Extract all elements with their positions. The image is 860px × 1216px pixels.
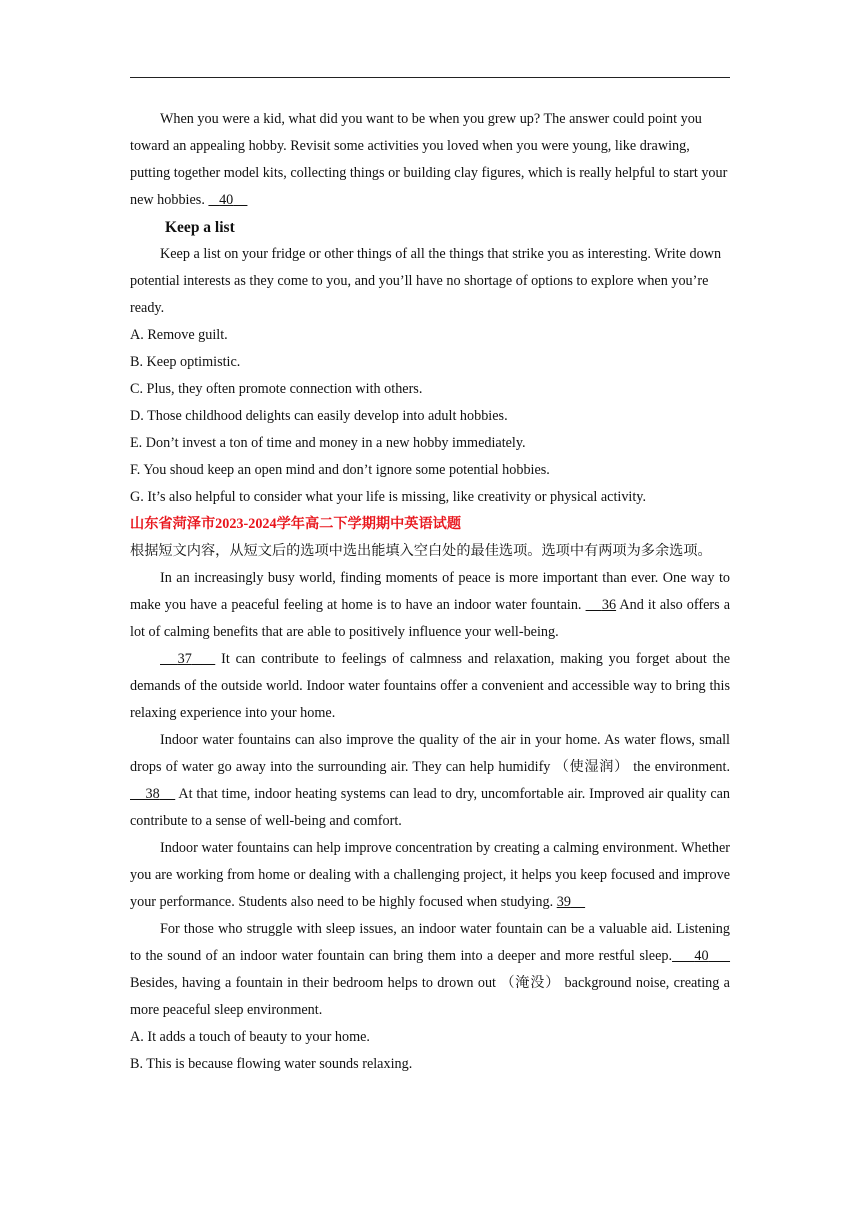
- paragraph-concentration: [130, 835, 730, 916]
- option-e: E. Don’t invest a ton of time and money in a new hobby immediately.: [130, 435, 526, 451]
- option-f: F. You shoud keep an open mind and don’t ignore some potential hobbies.: [130, 462, 550, 478]
- paragraph-text: Indoor water fountains can help improve concentration by creating a calming environment. Whether you are working from home or dealing with a challenging project, it helps you keep focused and improve your performance. Students also need to be highly focused when studying.: [130, 840, 730, 910]
- paragraph-text: When you were a kid, what did you want to be when you grew up? The answer could point you toward an appealing hobby. Revisit some activities you loved when you were young, like drawing, putting together model kits, collecting things or building clay figures, which is really helpful to start your new hobbies.: [130, 111, 728, 208]
- paragraph-sleep: [130, 916, 730, 1024]
- blank-number: 40: [219, 192, 234, 208]
- option-a: A. Remove guilt.: [130, 327, 228, 343]
- option-g: G. It’s also helpful to consider what your life is missing, like creativity or physical activity.: [130, 489, 647, 505]
- option-d: D. Those childhood delights can easily develop into adult hobbies.: [130, 408, 508, 424]
- option-b: B. This is because flowing water sounds relaxing.: [130, 1056, 413, 1072]
- paragraph-text: Indoor water fountains can also improve the quality of the air in your home. As water flows, small drops of water go away into the surrounding air. They can help humidify: [130, 732, 730, 775]
- blank-number: 38: [145, 786, 160, 802]
- blank-40[interactable]: [672, 948, 730, 964]
- option-a: A. It adds a touch of beauty to your home.: [130, 1029, 370, 1045]
- paragraph-keep-list: Keep a list on your fridge or other things of all the things that strike you as interesting. Write down potential interests as they come to you, and you’ll have no shortage of options to explore when you’re ready.: [130, 246, 722, 316]
- paragraph-text: It can contribute to feelings of calmness and relaxation, making you forget about the demands of the outside world. Indoor water fountains offer a convenient and accessible way to bring this relaxing experience into your home.: [130, 651, 731, 721]
- paragraph-fountain-intro: [130, 565, 730, 646]
- header-rule: [130, 77, 730, 78]
- chinese-gloss: （淹没）: [500, 975, 561, 991]
- blank-39[interactable]: [557, 894, 585, 910]
- paragraph-text: For those who struggle with sleep issues, an indoor water fountain can be a valuable aid. Listening to the sound of an indoor water fountain can bring them into a deeper and more restful sleep.: [130, 921, 730, 964]
- blank-40[interactable]: [208, 192, 247, 208]
- paragraph-text: In an increasingly busy world, finding moments of peace is more important than ever. One way to make you have a peaceful feeling at home is to have an indoor water fountain.: [130, 570, 730, 613]
- instruction-text: 根据短文内容，从短文后的选项中选出能填入空白处的最佳选项。选项中有两项为多余选项。: [130, 543, 712, 559]
- paragraph-text: background noise, creating a more peaceful sleep environment.: [130, 975, 730, 1018]
- paragraph-childhood-interests: [130, 106, 730, 214]
- blank-number: 40: [694, 948, 709, 964]
- option-c: C. Plus, they often promote connection with others.: [130, 381, 423, 397]
- blank-36[interactable]: [586, 597, 617, 613]
- blank-number: 36: [601, 597, 617, 613]
- exam-source-title: 山东省菏泽市2023-2024学年高二下学期期中英语试题: [130, 516, 462, 532]
- blank-number: 37: [177, 651, 192, 667]
- paragraph-text: At that time, indoor heating systems can lead to dry, uncomfortable air. Improved air quality can contribute to a sense of well-being and comfort.: [130, 786, 731, 829]
- section-heading: Keep a list: [165, 219, 235, 236]
- chinese-gloss: （使湿润）: [554, 759, 629, 775]
- paragraph-text: And it also offers a lot of calming benefits that are able to positively influence your well-being.: [130, 597, 731, 640]
- document-page: [130, 106, 730, 1078]
- option-b: B. Keep optimistic.: [130, 354, 241, 370]
- blank-38[interactable]: [130, 786, 175, 802]
- paragraph-text: Besides, having a fountain in their bedroom helps to drown out: [130, 975, 496, 991]
- paragraph-air-quality: [130, 727, 730, 835]
- blank-37[interactable]: [160, 651, 215, 667]
- blank-number: 39: [556, 894, 571, 910]
- paragraph-text: the environment.: [633, 759, 730, 775]
- paragraph-calmness: [130, 646, 730, 727]
